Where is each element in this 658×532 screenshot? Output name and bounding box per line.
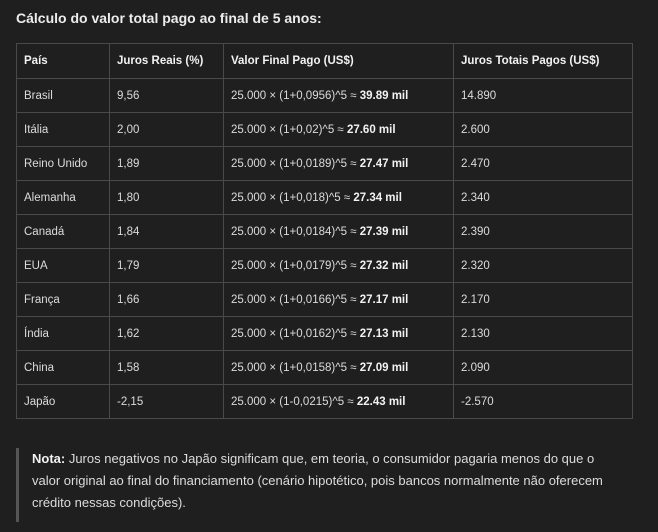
cell-pais: França <box>17 283 110 317</box>
cell-juros-totais: -2.570 <box>454 385 633 419</box>
formula-result: 27.13 mil <box>359 327 409 340</box>
table-row <box>17 317 633 351</box>
table-row <box>17 79 633 113</box>
cell-valor-final <box>224 215 454 249</box>
cell-pais: Reino Unido <box>17 147 110 181</box>
cell-valor-final <box>224 249 454 283</box>
cell-juros-reais: 2,00 <box>110 113 224 147</box>
formula-text: 25.000 × (1-0,0215)^5 ≈ <box>231 395 357 408</box>
table-body <box>17 79 633 419</box>
cell-pais: Índia <box>17 317 110 351</box>
table-row <box>17 249 633 283</box>
cell-juros-reais: 1,58 <box>110 351 224 385</box>
cell-pais: Itália <box>17 113 110 147</box>
cell-juros-totais: 2.340 <box>454 181 633 215</box>
column-header-pais: País <box>17 44 110 79</box>
column-header-juros-reais: Juros Reais (%) <box>110 44 224 79</box>
formula-result: 22.43 mil <box>356 395 406 408</box>
cell-juros-totais: 2.390 <box>454 215 633 249</box>
formula-result: 27.60 mil <box>346 123 396 136</box>
cell-valor-final <box>224 113 454 147</box>
table-row <box>17 283 633 317</box>
cell-juros-reais: 1,79 <box>110 249 224 283</box>
table-row <box>17 147 633 181</box>
formula-text: 25.000 × (1+0,0189)^5 ≈ <box>231 157 360 170</box>
column-header-valor-final: Valor Final Pago (US$) <box>224 44 454 79</box>
column-header-juros-totais: Juros Totais Pagos (US$) <box>454 44 633 79</box>
note-blockquote <box>16 448 624 522</box>
note-text: Juros negativos no Japão significam que, em teoria, o consumidor pagaria menos do que o valor original ao final do financiamento (cenário hipotético, pois bancos normalmente não oferecem crédito nessas condições). <box>32 451 603 510</box>
cell-valor-final <box>224 385 454 419</box>
formula-text: 25.000 × (1+0,0956)^5 ≈ <box>231 89 360 102</box>
cell-juros-reais: 1,89 <box>110 147 224 181</box>
table-row <box>17 113 633 147</box>
cell-pais: Alemanha <box>17 181 110 215</box>
cell-juros-totais: 2.090 <box>454 351 633 385</box>
cell-juros-reais: 1,84 <box>110 215 224 249</box>
cell-juros-totais: 2.130 <box>454 317 633 351</box>
cell-valor-final <box>224 147 454 181</box>
formula-result: 27.47 mil <box>359 157 409 170</box>
formula-text: 25.000 × (1+0,0184)^5 ≈ <box>231 225 360 238</box>
table-header <box>17 44 633 79</box>
formula-text: 25.000 × (1+0,0162)^5 ≈ <box>231 327 360 340</box>
cell-valor-final <box>224 317 454 351</box>
cell-juros-totais: 2.320 <box>454 249 633 283</box>
formula-result: 39.89 mil <box>359 89 409 102</box>
note-label: Nota: <box>32 451 66 466</box>
cell-pais: Canadá <box>17 215 110 249</box>
cell-juros-reais: 1,80 <box>110 181 224 215</box>
formula-result: 27.34 mil <box>353 191 402 204</box>
section-heading: Cálculo do valor total pago ao final de 5 anos: <box>16 10 322 26</box>
table-row <box>17 351 633 385</box>
cell-pais: China <box>17 351 110 385</box>
cell-juros-reais: -2,15 <box>110 385 224 419</box>
cell-valor-final <box>224 181 454 215</box>
header-row <box>17 44 633 79</box>
formula-result: 27.09 mil <box>359 361 409 374</box>
cell-valor-final <box>224 79 454 113</box>
formula-text: 25.000 × (1+0,0166)^5 ≈ <box>231 293 360 306</box>
cell-pais: Japão <box>17 385 110 419</box>
cell-valor-final <box>224 283 454 317</box>
cell-pais: EUA <box>17 249 110 283</box>
formula-text: 25.000 × (1+0,0158)^5 ≈ <box>231 361 360 374</box>
cell-juros-totais: 2.470 <box>454 147 633 181</box>
cell-valor-final <box>224 351 454 385</box>
table-row <box>17 181 633 215</box>
cell-juros-totais: 14.890 <box>454 79 633 113</box>
formula-text: 25.000 × (1+0,02)^5 ≈ <box>231 123 347 136</box>
table-row <box>17 385 633 419</box>
formula-text: 25.000 × (1+0,018)^5 ≈ <box>231 191 354 204</box>
cell-juros-reais: 1,62 <box>110 317 224 351</box>
cell-juros-reais: 1,66 <box>110 283 224 317</box>
formula-text: 25.000 × (1+0,0179)^5 ≈ <box>231 259 360 272</box>
cell-pais: Brasil <box>17 79 110 113</box>
table-row <box>17 215 633 249</box>
formula-result: 27.17 mil <box>359 293 409 306</box>
formula-result: 27.32 mil <box>359 259 409 272</box>
formula-result: 27.39 mil <box>359 225 409 238</box>
interest-comparison-table <box>16 43 633 419</box>
cell-juros-reais: 9,56 <box>110 79 224 113</box>
cell-juros-totais: 2.600 <box>454 113 633 147</box>
cell-juros-totais: 2.170 <box>454 283 633 317</box>
